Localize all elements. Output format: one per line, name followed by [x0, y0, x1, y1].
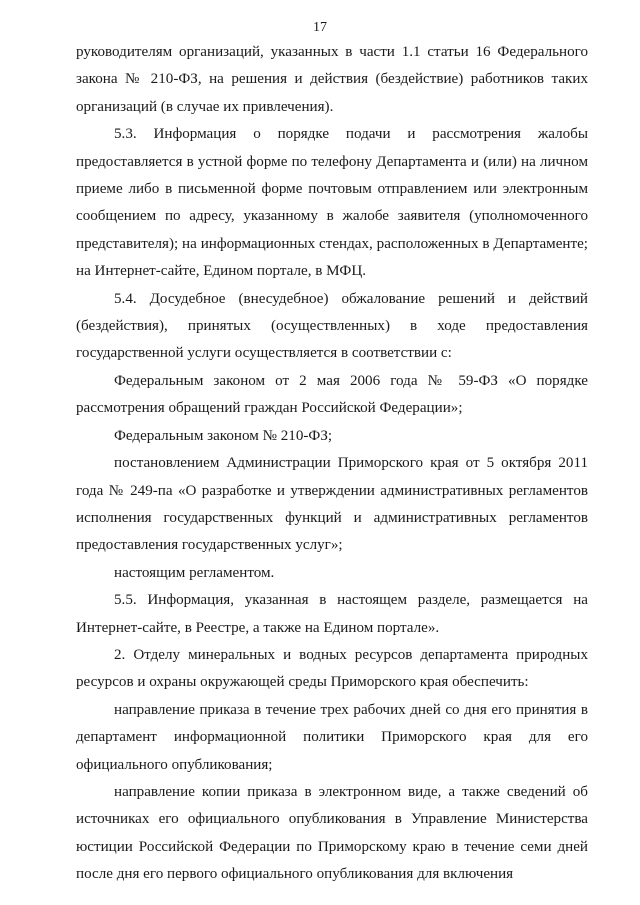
list-item-publication: направление приказа в течение трех рабочих дней со дня его принятия в департамент информационной политики Приморского края для его официального опубликования; [76, 701, 588, 773]
paragraph-5-3: 5.3. Информация о порядке подачи и рассмотрения жалобы предоставляется в устной форме по телефону Департамента и (или) на личном приеме либо в письменной форме почтовым отправлением или электронным сообщением по адресу, указанному в жалобе заявителя (уполномоченного представителя); на информационных стендах, расположенных в Департаменте; на Интернет-сайте, Едином портале, в МФЦ. [76, 126, 588, 280]
list-item-law-59-fz: Федеральным законом от 2 мая 2006 года № 59-ФЗ «О порядке рассмотрения обращений граждан Российской Федерации»; [76, 372, 588, 417]
paragraph-5-5: 5.5. Информация, указанная в настоящем разделе, размещается на Интернет-сайте, в Реестре, а также на Едином портале». [76, 592, 588, 636]
page-number: 17 [313, 20, 327, 35]
paragraph-continuation: руководителям организаций, указанных в части 1.1 статьи 16 Федерального закона № 210-ФЗ, на решения и действия (бездействие) работников таких организаций (в случае их привлечения). [76, 44, 588, 115]
list-item-ministry-copy: направление копии приказа в электронном виде, а также сведений об источниках его официального опубликования в Управление Министерства юстиции Российской Федерации по Приморскому краю в течение семи дней после дня его первого официального опубликования для включения [76, 783, 588, 883]
paragraph-item-2: 2. Отделу минеральных и водных ресурсов департамента природных ресурсов и охраны окружающей среды Приморского края обеспечить: [76, 646, 588, 691]
paragraph-5-4: 5.4. Досудебное (внесудебное) обжалование решений и действий (бездействия), принятых (осуществленных) в ходе предоставления государственной услуги осуществляется в соответствии с: [76, 290, 588, 362]
list-item-law-210-fz: Федеральным законом № 210-ФЗ; [114, 427, 333, 444]
list-item-this-regulation: настоящим регламентом. [114, 564, 275, 581]
document-body [76, 39, 588, 889]
list-item-resolution-249-pa: постановлением Администрации Приморского края от 5 октября 2011 года № 249-па «О разработке и утверждении административных регламентов исполнения государственных функций и административных регламентов предоставления государственных услуг»; [76, 455, 588, 554]
